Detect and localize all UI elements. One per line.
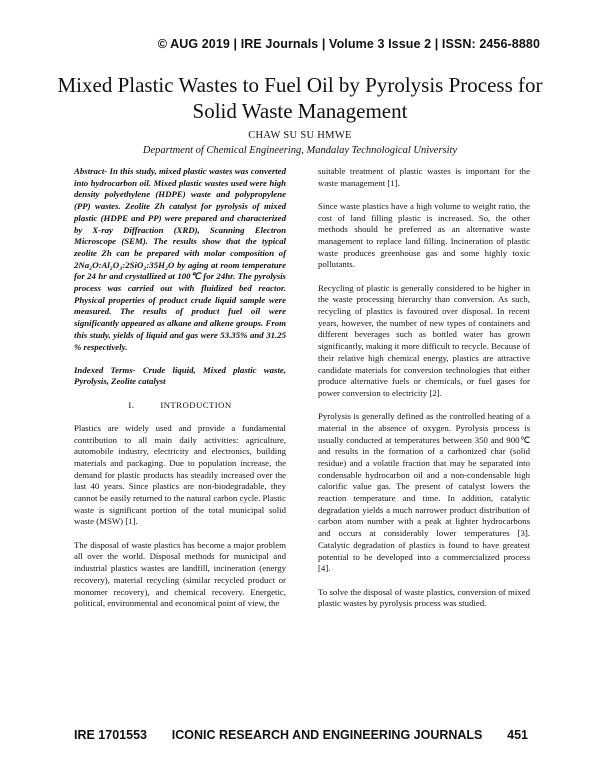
intro-paragraph-5: Recycling of plastic is generally considered to be higher in the waste processing hierarchy than conversion. As such, recycling of plastics is favoured over disposal. In recent years, however, the number of new types of containers and different beverages such as bottled water has grown significantly, making it more difficult to recycle. Because of their relative high chemical energy, plastics are attractive candidate materials for conversion technologies that either produce alternative fuels or chemicals, or fuel gases for power conversion to electricity [2].	[318, 282, 530, 398]
journal-name: ICONIC RESEARCH AND ENGINEERING JOURNALS	[171, 728, 483, 742]
intro-paragraph-2: The disposal of waste plastics has become a major problem all over the world. Disposal methods for municipal and industrial plastics wastes are landfill, incineration (energy recovery), material recycling (similar recycled product or monomer recovery), and chemical recovery. Energetic, political, environmental and economical point of view, the	[74, 539, 286, 609]
author-affiliation: Department of Chemical Engineering, Mandalay Technological University	[142, 145, 458, 156]
section-number: I.	[128, 399, 135, 410]
left-column	[74, 166, 286, 621]
page-footer	[74, 728, 528, 742]
section-heading	[74, 400, 286, 412]
intro-paragraph-7: To solve the disposal of waste plastics, conversion of mixed plastic wastes by pyrolysis process was studied.	[318, 586, 530, 609]
author-name: CHAW SU SU HMWE	[248, 130, 352, 141]
abstract: Abstract- In this study, mixed plastic wastes was converted into hydrocarbon oil. Mixed plastic wastes used were high density polyethylene (HDPE) waste and polypropylene (PP) wastes. Zeolite Zh catalyst for pyrolysis of mixed plastic (HDPE and PP) were prepared and characterized by X-ray Diffraction (XRD), Scanning Electron Microscope (SEM). The results show that the typical zeolite Zh can be prepared with molar composition of 2Na₂O:Al₂O₃:2SiO₂:35H₂O by aging at room temperature for 24 hr and crystallized at 100℃ for 24hr. The pyrolysis process was carried out with fluidized bed reactor. Physical properties of product crude liquid sample were measured. The results of product fuel oil were significantly appeared as alkane and alkene groups. From this study, yields of liquid and gas were 53.35% and 31.25 % respectively.	[74, 166, 286, 352]
intro-paragraph-4: Since waste plastics have a high volume to weight ratio, the cost of land filling plastic is increased. So, the other methods should be preferred as an alternative waste management to replace land filling. Incineration of plastic waste produces greenhouse gas and some highly toxic pollutants.	[318, 200, 530, 270]
index-terms: Indexed Terms- Crude liquid, Mixed plastic waste, Pyrolysis, Zeolite catalyst	[74, 364, 286, 387]
journal-header: © AUG 2019 | IRE Journals | Volume 3 Issue 2 | ISSN: 2456-8880	[157, 37, 540, 51]
right-column	[318, 166, 530, 621]
paper-title: Mixed Plastic Wastes to Fuel Oil by Pyrolysis Process for Solid Waste Management	[57, 73, 543, 123]
intro-paragraph-6: Pyrolysis is generally defined as the controlled heating of a material in the absence of oxygen. Pyrolysis process is usually conducted at temperatures between 350 and 900℃ and results in the formation of a carbonized char (solid residue) and a volatile fraction that may be separated into condensable hydrocarbon oil and a non-condensable high calorific value gas. The present of catalyst lowers the reaction temperature and time. In addition, catalytic degradation yields a much narrower product distribution of carbon atom number with a peak at lighter hydrocarbons and occurs at considerably lower temperatures [3]. Catalytic degradation of plastics is found to have greatest potential to be developed into a commercialized process [4].	[318, 411, 530, 574]
intro-paragraph-1: Plastics are widely used and provide a fundamental contribution to all main daily activities: agriculture, automobile industry, electricity and electronics, building materials and packaging. Due to population increase, the demand for plastic products has steadily increased over the last 40 years. Since plastics are non-biodegradable, they cannot be easily returned to the natural carbon cycle. Plastic waste is significant portion of the total municipal solid waste (MSW) [1].	[74, 422, 286, 527]
section-title: INTRODUCTION	[160, 399, 232, 410]
page-number: 451	[507, 728, 528, 742]
intro-paragraph-3: suitable treatment of plastic wastes is important for the waste management [1].	[318, 166, 530, 188]
paper-id: IRE 1701553	[74, 728, 147, 742]
